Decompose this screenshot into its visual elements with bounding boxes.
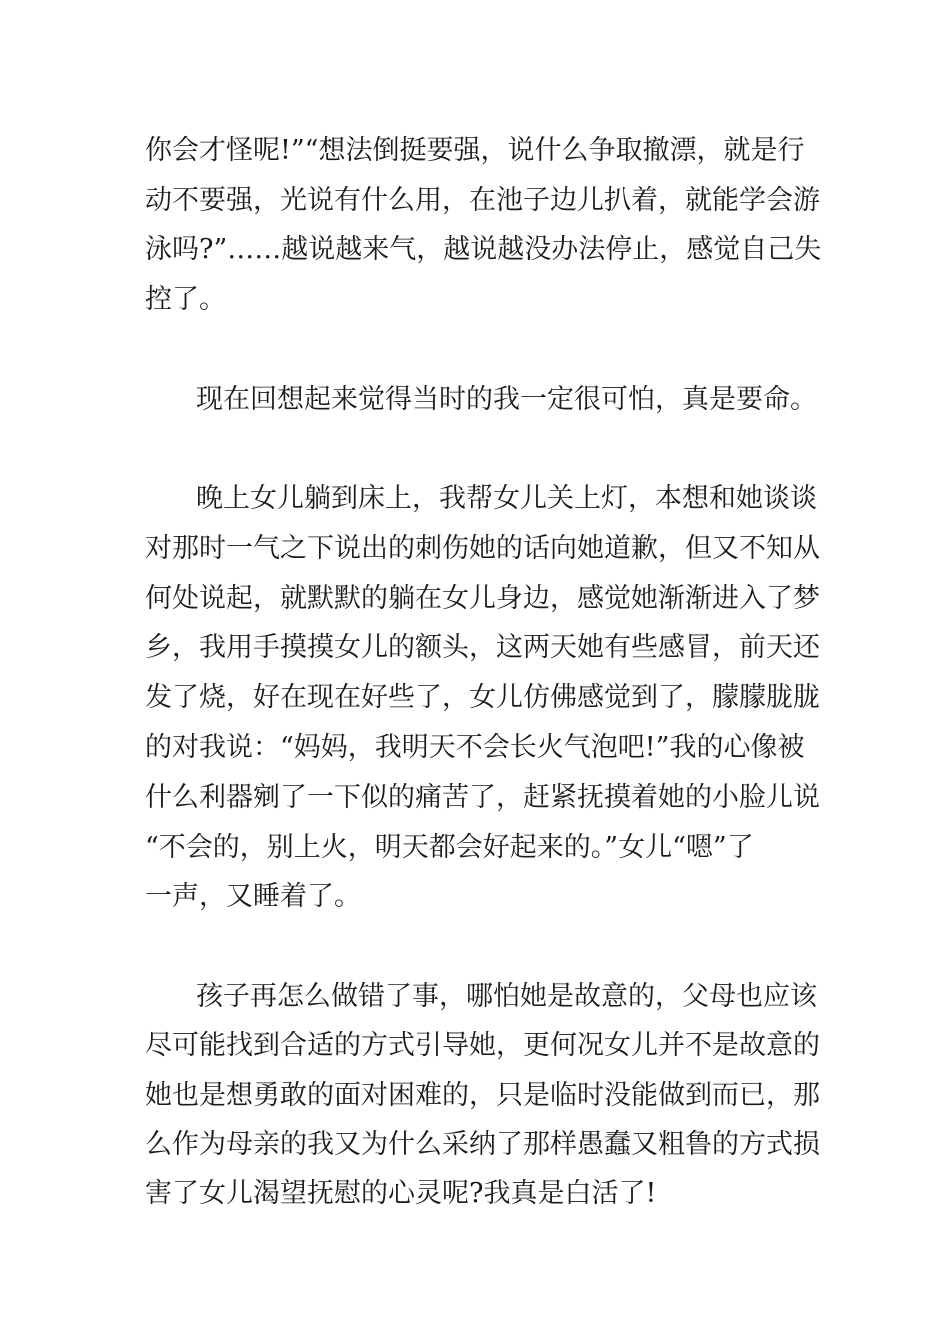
text-line: 害了女儿渴望抚慰的心灵呢?我真是白活了!: [145, 1178, 657, 1209]
text-line: 么作为母亲的我又为什么采纳了那样愚蠢又粗鲁的方式损: [145, 1129, 820, 1160]
text-line: 对那时一气之下说出的刺伤她的话向她道歉，但又不知从: [145, 533, 820, 564]
text-line: 孩子再怎么做错了事，哪怕她是故意的，父母也应该: [196, 981, 817, 1012]
text-line: 晚上女儿躺到床上，我帮女儿关上灯，本想和她谈谈: [196, 483, 817, 514]
text-line: 现在回想起来觉得当时的我一定很可怕，真是要命。: [196, 384, 817, 415]
text-line: 一声，又睡着了。: [145, 881, 361, 912]
text-line: 她也是想勇敢的面对困难的，只是临时没能做到而已，那: [145, 1080, 820, 1111]
text-line: 乡，我用手摸摸女儿的额头，这两天她有些感冒，前天还: [145, 632, 820, 663]
text-line: 什么利器剜了一下似的痛苦了，赶紧抚摸着她的小脸儿说: [145, 782, 820, 813]
text-line: 发了烧，好在现在好些了，女儿仿佛感觉到了，朦朦胧胧: [145, 682, 820, 713]
text-line: 动不要强，光说有什么用，在池子边儿扒着，就能学会游: [145, 185, 820, 216]
text-line: 控了。: [145, 284, 226, 315]
text-line: 何处说起，就默默的躺在女儿身边，感觉她渐渐进入了梦: [145, 583, 820, 614]
text-line: 泳吗?”……越说越来气，越说越没办法停止，感觉自己失: [145, 234, 822, 265]
text-line: 尽可能找到合适的方式引导她，更何况女儿并不是故意的: [145, 1030, 820, 1061]
text-line: 你会才怪呢!”“想法倒挺要强，说什么争取撤漂，就是行: [145, 135, 805, 166]
text-line: “不会的，别上火，明天都会好起来的。”女儿“嗯”了: [145, 832, 754, 863]
text-line: 的对我说：“妈妈，我明天不会长火气泡吧!”我的心像被: [145, 732, 805, 763]
